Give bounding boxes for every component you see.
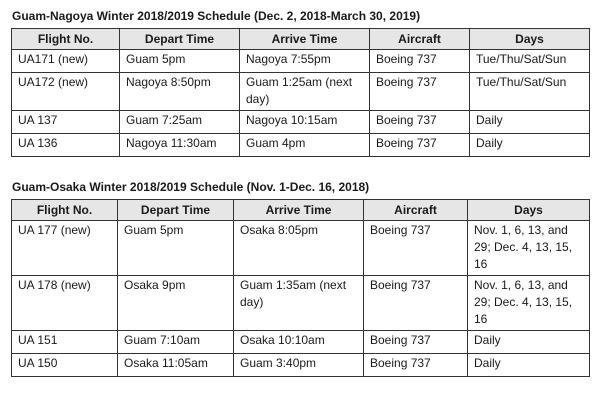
column-header-flight-no: Flight No.	[12, 29, 120, 50]
cell-aircraft: Boeing 737	[364, 354, 468, 377]
table-row	[12, 134, 590, 157]
cell-days: Daily	[468, 354, 590, 377]
table-header-row	[12, 200, 590, 221]
cell-days: Daily	[470, 111, 590, 134]
osaka-schedule-title: Guam-Osaka Winter 2018/2019 Schedule (Nov. 1-Dec. 16, 2018)	[12, 180, 370, 194]
cell-arrive-time: Nagoya 7:55pm	[240, 50, 370, 73]
table-row	[12, 221, 590, 276]
column-header-aircraft: Aircraft	[364, 200, 468, 221]
nagoya-schedule-table	[11, 28, 590, 157]
cell-depart-time: Osaka 11:05am	[118, 354, 234, 377]
cell-depart-time: Nagoya 11:30am	[120, 134, 240, 157]
cell-days: Nov. 1, 6, 13, and 29; Dec. 4, 13, 15, 16	[468, 221, 590, 276]
cell-aircraft: Boeing 737	[370, 111, 470, 134]
cell-arrive-time: Guam 4pm	[240, 134, 370, 157]
osaka-schedule-table	[11, 199, 590, 377]
cell-arrive-time: Osaka 8:05pm	[234, 221, 364, 276]
cell-aircraft: Boeing 737	[370, 50, 470, 73]
column-header-arrive-time: Arrive Time	[234, 200, 364, 221]
cell-aircraft: Boeing 737	[364, 331, 468, 354]
cell-depart-time: Guam 7:25am	[120, 111, 240, 134]
column-header-aircraft: Aircraft	[370, 29, 470, 50]
cell-days: Tue/Thu/Sat/Sun	[470, 50, 590, 73]
cell-aircraft: Boeing 737	[370, 73, 470, 111]
cell-aircraft: Boeing 737	[370, 134, 470, 157]
table-header-row	[12, 29, 590, 50]
cell-depart-time: Osaka 9pm	[118, 276, 234, 331]
column-header-days: Days	[470, 29, 590, 50]
cell-depart-time: Guam 7:10am	[118, 331, 234, 354]
cell-aircraft: Boeing 737	[364, 276, 468, 331]
table-row	[12, 50, 590, 73]
cell-arrive-time: Nagoya 10:15am	[240, 111, 370, 134]
cell-arrive-time: Osaka 10:10am	[234, 331, 364, 354]
column-header-days: Days	[468, 200, 590, 221]
column-header-depart-time: Depart Time	[120, 29, 240, 50]
cell-arrive-time: Guam 3:40pm	[234, 354, 364, 377]
column-header-depart-time: Depart Time	[118, 200, 234, 221]
table-row	[12, 276, 590, 331]
cell-aircraft: Boeing 737	[364, 221, 468, 276]
nagoya-schedule-title: Guam-Nagoya Winter 2018/2019 Schedule (Dec. 2, 2018-March 30, 2019)	[12, 9, 421, 23]
table-row	[12, 331, 590, 354]
cell-days: Tue/Thu/Sat/Sun	[470, 73, 590, 111]
cell-arrive-time: Guam 1:35am (next day)	[234, 276, 364, 331]
cell-depart-time: Nagoya 8:50pm	[120, 73, 240, 111]
cell-flight-no: UA 177 (new)	[12, 221, 118, 276]
table-row	[12, 111, 590, 134]
cell-depart-time: Guam 5pm	[118, 221, 234, 276]
cell-flight-no: UA172 (new)	[12, 73, 120, 111]
table-row	[12, 354, 590, 377]
cell-flight-no: UA 136	[12, 134, 120, 157]
cell-days: Daily	[470, 134, 590, 157]
column-header-flight-no: Flight No.	[12, 200, 118, 221]
column-header-arrive-time: Arrive Time	[240, 29, 370, 50]
cell-depart-time: Guam 5pm	[120, 50, 240, 73]
cell-flight-no: UA 151	[12, 331, 118, 354]
cell-days: Daily	[468, 331, 590, 354]
cell-flight-no: UA 150	[12, 354, 118, 377]
cell-flight-no: UA171 (new)	[12, 50, 120, 73]
cell-days: Nov. 1, 6, 13, and 29; Dec. 4, 13, 15, 16	[468, 276, 590, 331]
table-row	[12, 73, 590, 111]
cell-flight-no: UA 178 (new)	[12, 276, 118, 331]
cell-arrive-time: Guam 1:25am (next day)	[240, 73, 370, 111]
cell-flight-no: UA 137	[12, 111, 120, 134]
